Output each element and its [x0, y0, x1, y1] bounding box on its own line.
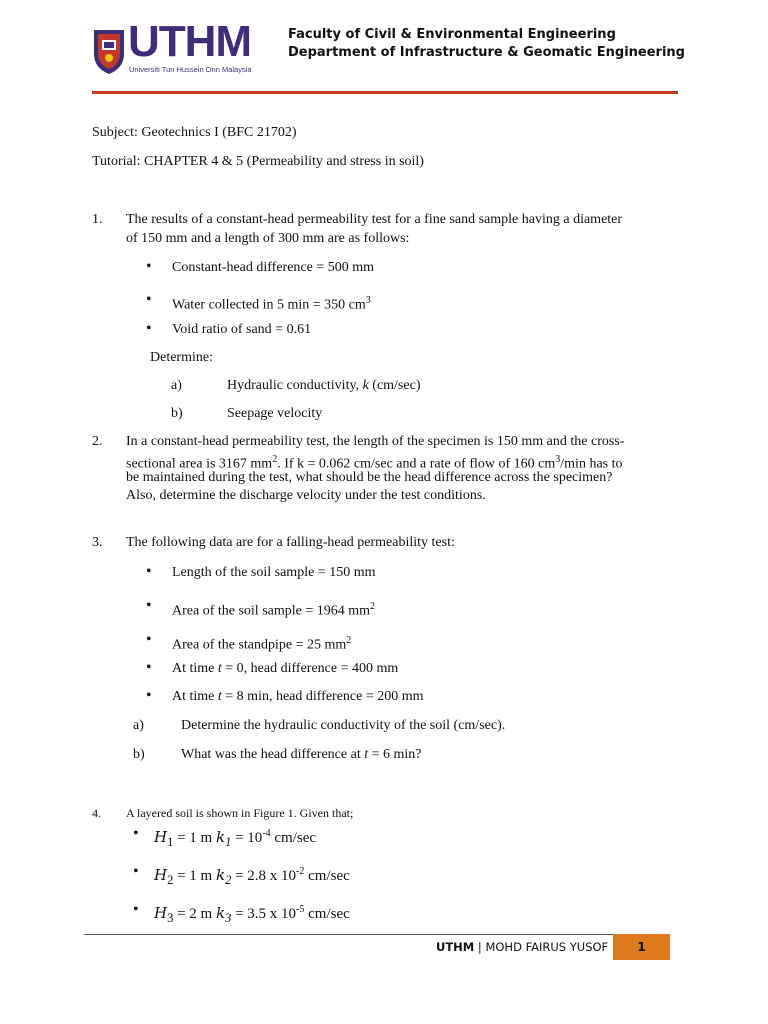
- q3-intro: The following data are for a falling-head permeability test:: [126, 535, 455, 550]
- q3-b-text: What was the head difference at t = 6 min?: [181, 747, 422, 762]
- q1-bullet2: Water collected in 5 min = 350 $cm^3$: [172, 295, 371, 313]
- bullet-icon: •: [146, 258, 152, 275]
- department-title: Department of Infrastructure & Geomatic Engineering: [288, 45, 685, 60]
- q3-a-text: Determine the hydraulic conductivity of the soil (cm/sec).: [181, 718, 506, 733]
- q4-number: 4.: [92, 806, 101, 820]
- q2-line1: In a constant-head permeability test, the length of the specimen is 150 mm and the cross-: [126, 434, 625, 449]
- q1-bullet3: Void ratio of sand = 0.61: [172, 322, 312, 337]
- logo-subtitle: Universiti Tun Hussein Onn Malaysia: [129, 65, 252, 74]
- q1-determine: Determine:: [150, 350, 213, 365]
- q3-b-label: b): [133, 747, 145, 762]
- crest-icon: [92, 26, 126, 76]
- q3-a-label: a): [133, 718, 144, 733]
- q3-bullet4: At time t = 0, head difference = 400 mm: [172, 661, 399, 676]
- q1-number: 1.: [92, 212, 103, 227]
- q2-line2: sectional area is 3167 $mm^2$. If k = 0.062 cm/sec and a rate of flow of 160 $cm^3/\min$ has to: [126, 454, 623, 472]
- bullet-icon: •: [133, 901, 139, 918]
- q1-a-label: a): [171, 378, 182, 393]
- q4-layer2: $H_2 = 1$ m $k_2 = 2.8$ x $10^{-2}$ cm/sec: [154, 866, 350, 887]
- q3-bullet3: Area of the standpipe = 25 $mm^2$: [172, 635, 352, 653]
- q3-bullet1: Length of the soil sample = 150 mm: [172, 565, 376, 580]
- q2-line3: be maintained during the test, what should be the head difference across the specimen?: [126, 470, 613, 485]
- bullet-icon: •: [146, 631, 152, 648]
- bullet-icon: •: [146, 659, 152, 676]
- q1-intro-line1: The results of a constant-head permeability test for a fine sand sample having a diameter: [126, 212, 623, 227]
- footer-credit: UTHM | MOHD FAIRUS YUSOF: [436, 940, 609, 954]
- q4-layer1: $H_1 = 1$ m $k_1 = 10^{-4}$ cm/sec: [154, 828, 317, 849]
- q3-number: 3.: [92, 535, 103, 550]
- bullet-icon: •: [146, 320, 152, 337]
- q1-bullet1: Constant-head difference = 500 mm: [172, 260, 375, 275]
- q4-intro: A layered soil is shown in Figure 1. Given that;: [126, 806, 354, 820]
- faculty-title: Faculty of Civil & Environmental Engineering: [288, 27, 616, 42]
- page-number: 1: [613, 934, 670, 960]
- q1-intro-line2: of 150 mm and a length of 300 mm are as follows:: [126, 231, 410, 246]
- subject-line: Subject: Geotechnics I (BFC 21702): [92, 125, 297, 140]
- bullet-icon: •: [146, 597, 152, 614]
- q1-a-text: Hydraulic conductivity, k (cm/sec): [227, 378, 421, 393]
- q1-b-label: b): [171, 406, 183, 421]
- q3-bullet2: Area of the soil sample = 1964 $mm^2$: [172, 601, 376, 619]
- q1-b-text: Seepage velocity: [227, 406, 323, 421]
- tutorial-line: Tutorial: CHAPTER 4 & 5 (Permeability and stress in soil): [92, 154, 424, 169]
- bullet-icon: •: [146, 687, 152, 704]
- q3-bullet5: At time t = 8 min, head difference = 200 mm: [172, 689, 424, 704]
- footer-rule: [84, 934, 670, 935]
- bullet-icon: •: [133, 863, 139, 880]
- bullet-icon: •: [133, 825, 139, 842]
- bullet-icon: •: [146, 291, 152, 308]
- header-rule: [92, 91, 678, 94]
- q2-number: 2.: [92, 434, 103, 449]
- logo-wordmark: UTHM: [128, 17, 252, 66]
- q4-layer3: $H_3 = 2$ m $k_3 = 3.5$ x $10^{-5}$ cm/sec: [154, 904, 350, 925]
- q2-line4: Also, determine the discharge velocity under the test conditions.: [126, 488, 486, 503]
- bullet-icon: •: [146, 563, 152, 580]
